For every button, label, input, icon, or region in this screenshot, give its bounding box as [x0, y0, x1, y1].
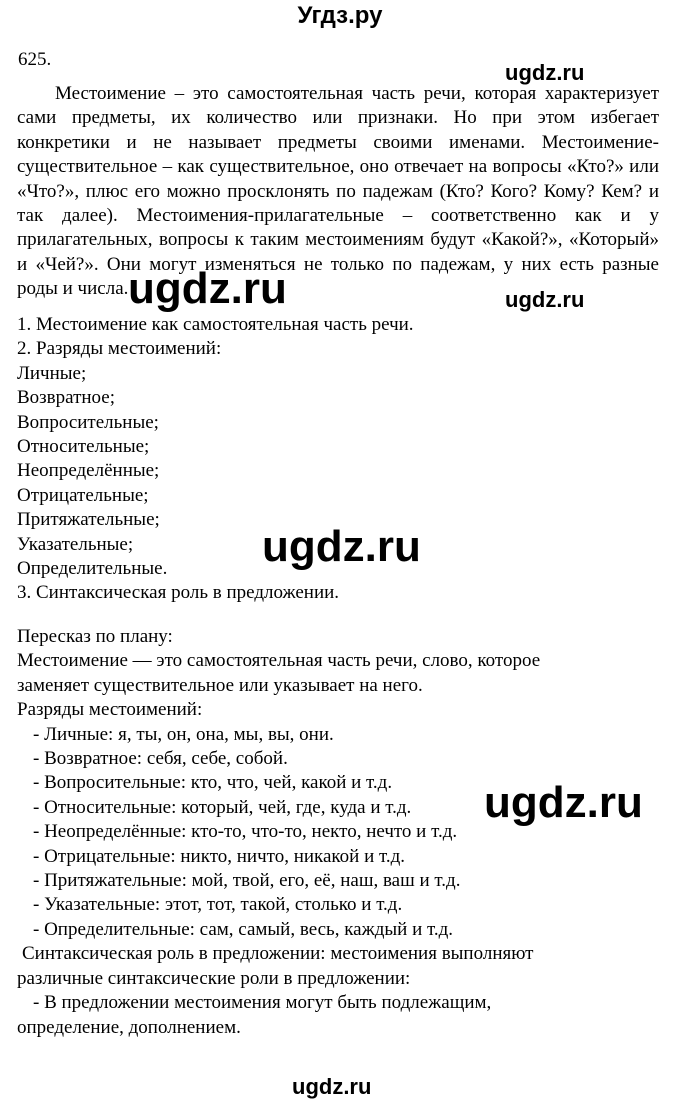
plan-item: 2. Разряды местоимений: — [17, 338, 222, 360]
plan-item: Относительные; — [17, 436, 150, 458]
plan-item: Возвратное; — [17, 387, 116, 409]
retelling-section — [17, 625, 667, 1040]
plan-item: 3. Синтаксическая роль в предложении. — [17, 582, 340, 604]
exercise-number: 625. — [18, 49, 52, 70]
plan-item: 1. Местоимение как самостоятельная часть речи. — [17, 314, 414, 335]
plan-item: Притяжательные; — [17, 509, 160, 531]
definition-line: заменяет существительное или указывает на него. — [17, 674, 423, 696]
retelling-heading: Пересказ по плану: — [17, 626, 173, 647]
plan-item: Личные; — [17, 362, 87, 384]
category-item: - Вопросительные: кто, что, чей, какой и т.д. — [33, 772, 393, 794]
site-title: Угдз.ру — [297, 2, 383, 29]
watermark: ugdz.ru — [484, 778, 643, 827]
watermark: ugdz.ru — [262, 522, 421, 571]
category-item: - Личные: я, ты, он, она, мы, вы, они. — [33, 723, 334, 745]
intro-paragraph: Местоимение – это самостоятельная часть речи, которая характеризует сами предметы, их количество или признаки. Но при этом избегает конкретики и не называет предметы своими именами. Местоимение-существительное – как существительное, оно отвечает на вопросы «Кто?» или «Что?», плюс его можно просклонять по падежам (Кто? Кого? Кому? Кем? и так далее). Местоимения-прилагательные – соответственно как и у прилагательных, вопросы к таким местоимениям будут «Какой?», «Который» и «Чей?». Они могут изменяться не только по падежам, у них есть разные роды и числа. — [17, 83, 659, 300]
syntax-line: определение, дополнением. — [17, 1016, 241, 1038]
category-item: - Определительные: сам, самый, весь, каждый и т.д. — [33, 918, 454, 940]
category-item: - Относительные: который, чей, где, куда и т.д. — [33, 796, 412, 818]
plan-item: Вопросительные; — [17, 411, 159, 433]
plan-item: Отрицательные; — [17, 484, 149, 506]
category-item: - Возвратное: себя, себе, собой. — [33, 748, 288, 770]
watermark: ugdz.ru — [128, 264, 287, 313]
watermark: ugdz.ru — [505, 60, 585, 85]
plan-item: Неопределённые; — [17, 460, 160, 482]
plan-item: Указательные; — [17, 533, 134, 555]
watermark: ugdz.ru — [292, 1074, 372, 1099]
category-item: - Неопределённые: кто-то, что-то, некто, нечто и т.д. — [33, 821, 458, 843]
syntax-line: Синтаксическая роль в предложении: местоимения выполняют — [22, 943, 534, 965]
category-item: - Указательные: этот, тот, такой, столько и т.д. — [33, 894, 403, 916]
category-item: - Притяжательные: мой, твой, его, её, наш, ваш и т.д. — [33, 870, 461, 892]
category-item: - Отрицательные: никто, ничто, никакой и т.д. — [33, 845, 406, 867]
definition-line: Местоимение — это самостоятельная часть речи, слово, которое — [17, 650, 541, 672]
categories-heading: Разряды местоимений: — [17, 699, 203, 721]
plan-item: Определительные. — [17, 558, 168, 580]
syntax-line: - В предложении местоимения могут быть подлежащим, — [33, 992, 492, 1014]
syntax-line: различные синтаксические роли в предложении: — [17, 967, 411, 989]
watermark: ugdz.ru — [505, 287, 585, 312]
